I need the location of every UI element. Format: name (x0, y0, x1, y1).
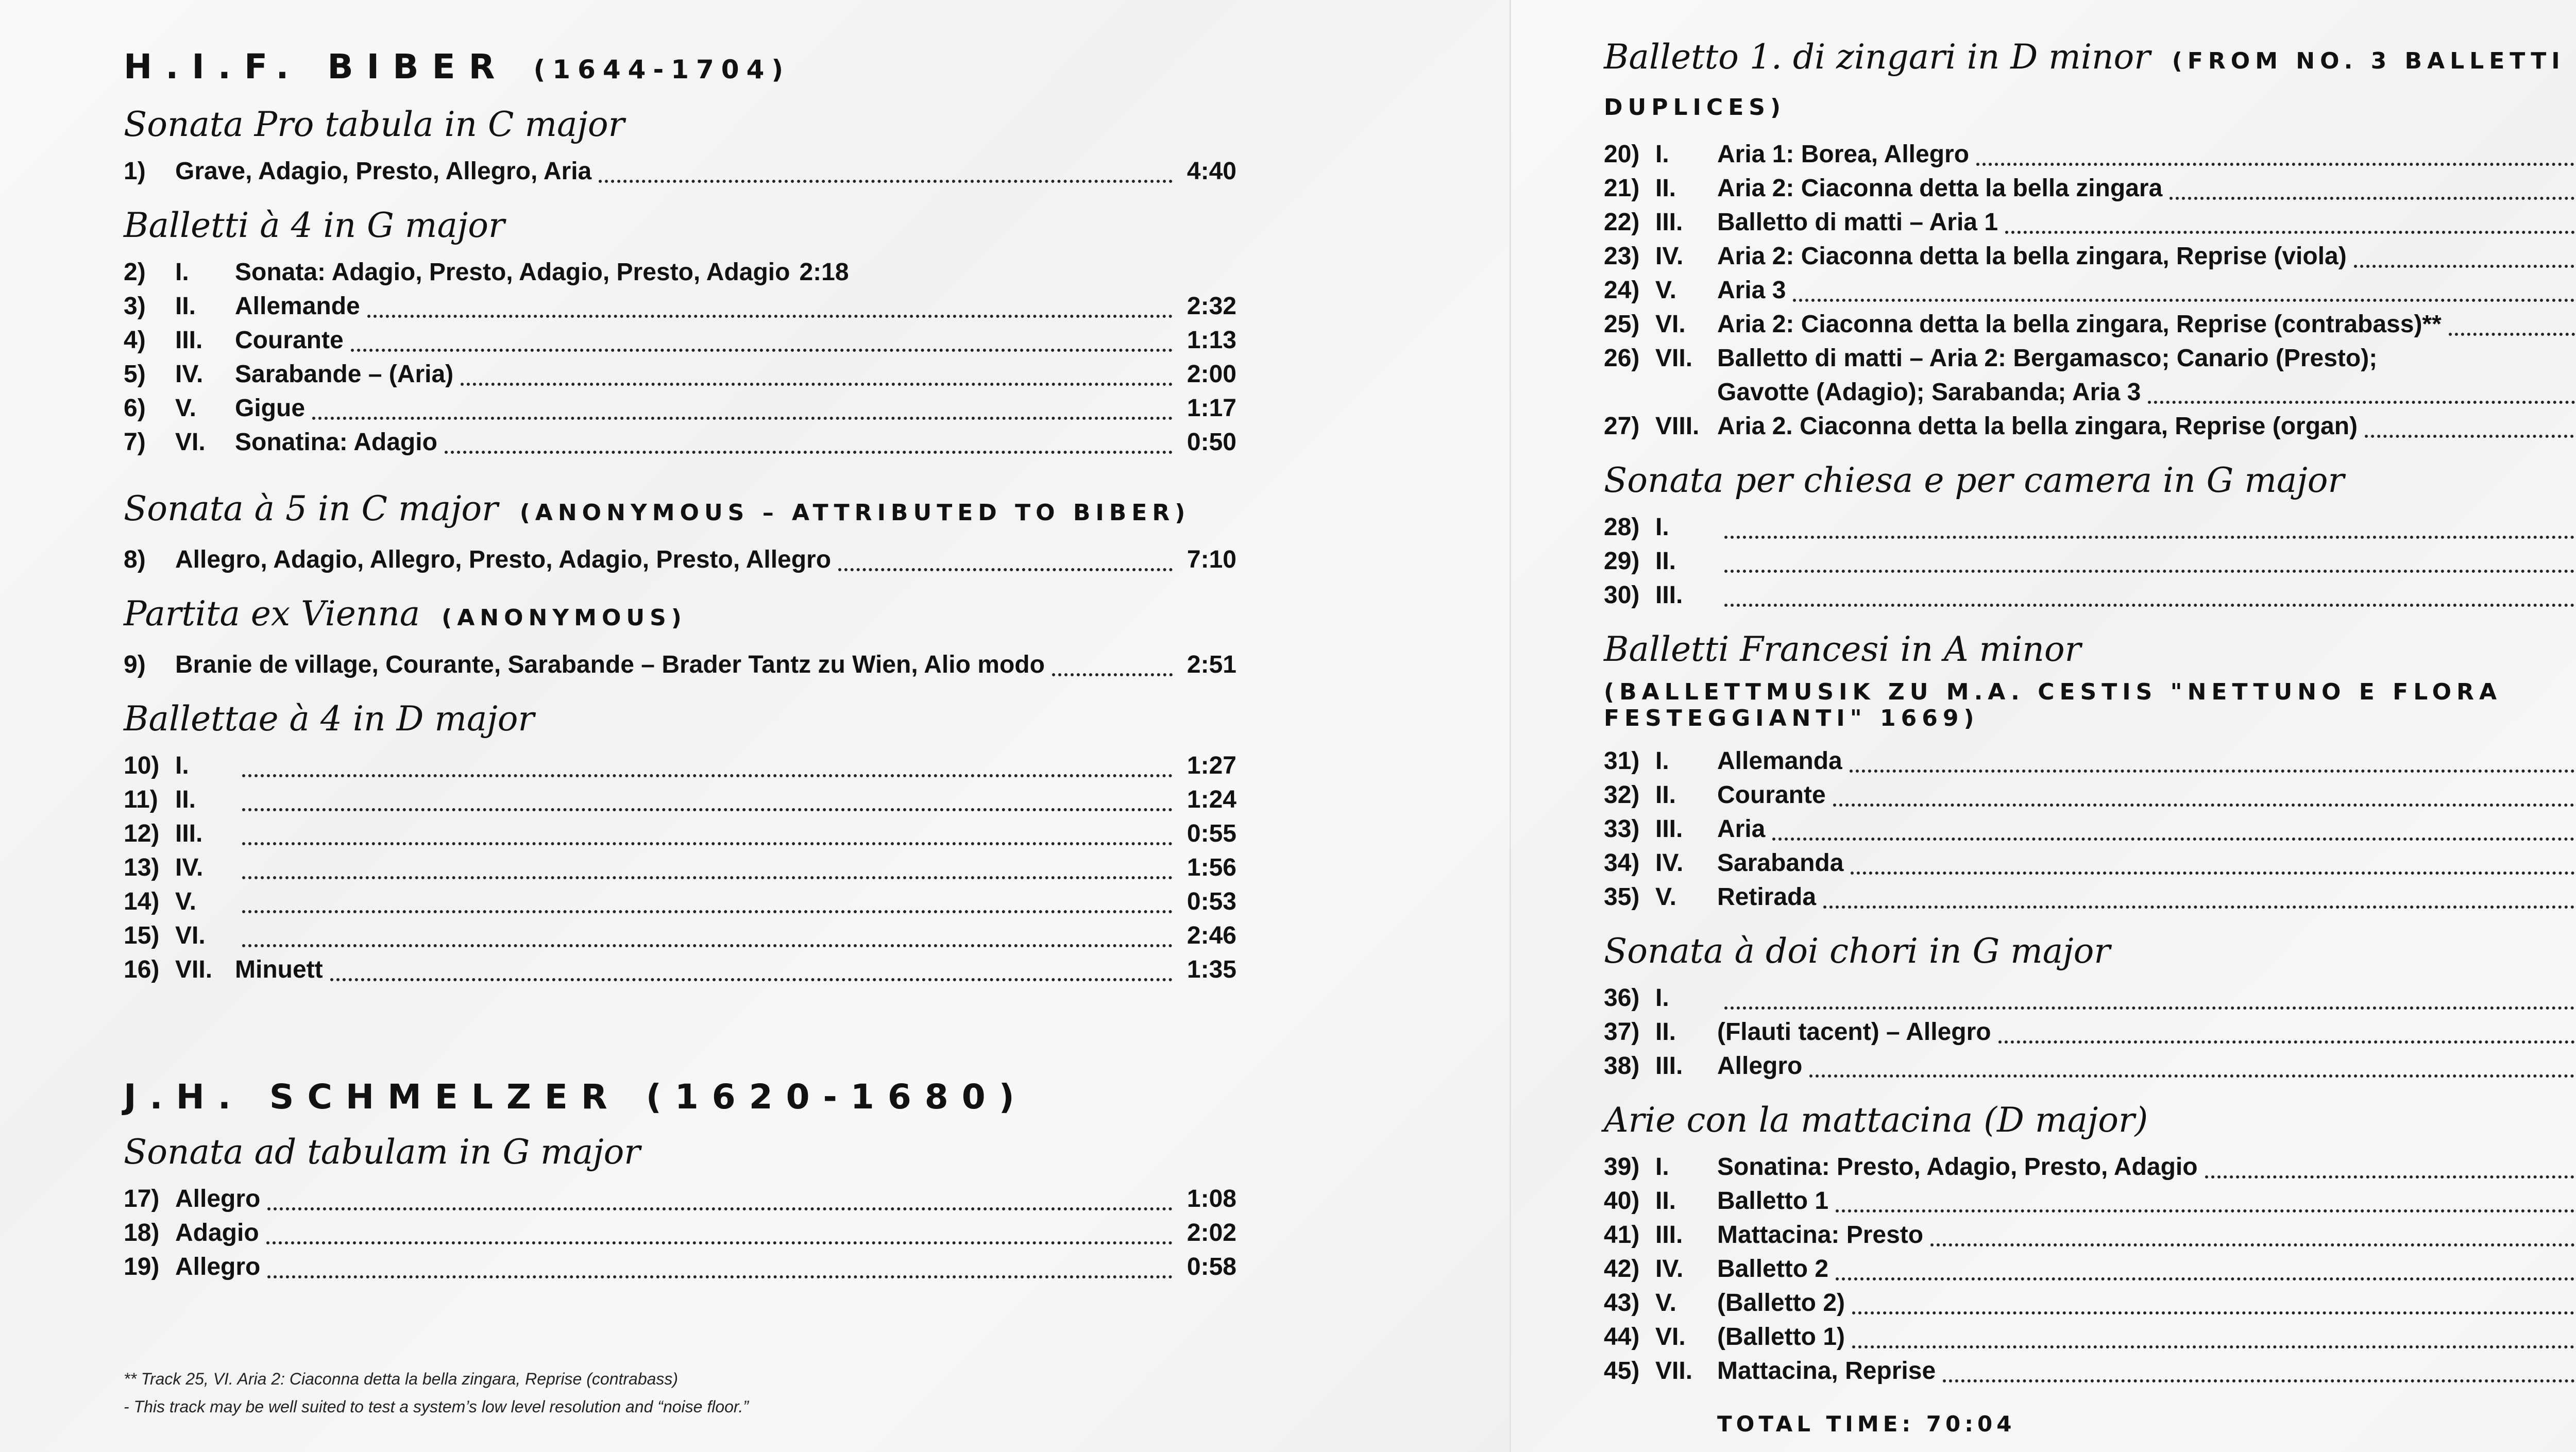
track-title: Allemande (235, 293, 360, 320)
track-list (124, 751, 1236, 989)
work-title-text: Balletto 1. di zingari in D minor (1604, 37, 2150, 77)
track-number: 23) (1604, 243, 1640, 270)
track-row (1604, 310, 2576, 344)
track-number: 15) (124, 922, 160, 949)
track-number: 28) (1604, 514, 1640, 541)
track-row (1604, 1323, 2576, 1357)
movement-number: VI. (1655, 311, 1686, 338)
dot-leader (242, 842, 1173, 845)
track-list (124, 545, 1236, 579)
dot-leader (2449, 333, 2576, 336)
track-list (1604, 747, 2576, 917)
track-row (1604, 412, 2576, 446)
track-number: 9) (124, 651, 146, 678)
track-number: 2) (124, 259, 146, 286)
track-row (124, 1219, 1236, 1253)
track-row (124, 428, 1236, 462)
dot-leader (1851, 872, 2576, 875)
dot-leader (1852, 1345, 2576, 1348)
track-number: 19) (124, 1253, 160, 1280)
track-title: Gigue (235, 395, 306, 422)
work-title (1604, 36, 2576, 129)
movement-number: V. (175, 395, 196, 422)
track-title: Branie de village, Courante, Sarabande – Brader Tantz zu Wien, Alio modo (175, 651, 1045, 678)
track-row (124, 955, 1236, 989)
biber-section (124, 46, 1236, 989)
track-row (1604, 378, 2576, 412)
track-duration: 1:56 (1187, 854, 1236, 881)
track-number: 10) (124, 752, 160, 779)
track-number: 32) (1604, 781, 1640, 809)
track-list (124, 157, 1236, 191)
schmelzer-section (124, 1077, 1236, 1287)
track-title: Aria 3 (1717, 277, 1786, 304)
track-number: 16) (124, 956, 160, 983)
track-title: Mattacina, Reprise (1717, 1357, 1936, 1385)
track-row (124, 785, 1236, 819)
work-title-text: Sonata à 5 in C major (124, 489, 498, 528)
movement-number: VI. (175, 922, 206, 949)
dot-leader (2005, 231, 2576, 234)
track-number: 35) (1604, 883, 1640, 911)
movement-number: III. (175, 820, 203, 847)
movement-number: I. (1655, 1153, 1669, 1181)
track-row (1604, 747, 2576, 781)
track-number: 6) (124, 395, 146, 422)
dot-leader (461, 383, 1173, 386)
total-time: TOTAL TIME: 70:04 (1717, 1411, 2016, 1437)
track-title: Courante (1717, 781, 1826, 809)
track-duration: 2:51 (1187, 651, 1236, 678)
track-title: Sonatina: Presto, Adagio, Presto, Adagio (1717, 1153, 2198, 1181)
dot-leader (367, 315, 1173, 318)
track-duration: 1:27 (1187, 752, 1236, 779)
track-row (124, 326, 1236, 360)
work-title (124, 593, 1236, 639)
dot-leader (1724, 536, 2576, 539)
track-title: Aria 2. Ciaconna detta la bella zingara, Reprise (organ) (1717, 413, 2358, 440)
movement-number: IV. (1655, 243, 1684, 270)
dot-leader (312, 417, 1173, 420)
track-duration: 7:10 (1187, 546, 1236, 573)
dot-leader (242, 944, 1173, 947)
footnote (124, 1365, 749, 1421)
track-row (124, 360, 1236, 394)
track-number: 21) (1604, 175, 1640, 202)
track-row (1604, 1289, 2576, 1323)
work-note: (BALLETTMUSIK ZU M.A. CESTIS "NETTUNO E FLORA FESTEGGIANTI" 1669) (1604, 679, 2502, 731)
track-row (1604, 781, 2576, 815)
track-title: Sarabanda (1717, 849, 1844, 877)
track-number: 30) (1604, 582, 1640, 609)
track-duration: 2:32 (1187, 293, 1236, 320)
track-title: Adagio (175, 1219, 259, 1246)
track-number: 44) (1604, 1323, 1640, 1351)
movement-number: IV. (175, 854, 204, 881)
composer-heading-schmelzer (124, 1077, 1236, 1118)
track-number: 29) (1604, 548, 1640, 575)
track-title: Balletto di matti – Aria 1 (1717, 209, 1998, 236)
dot-leader (1850, 770, 2576, 773)
track-number: 12) (124, 820, 160, 847)
track-duration: 0:55 (1187, 820, 1236, 847)
track-title: Sarabande – (Aria) (235, 361, 454, 388)
dot-leader (1998, 1040, 2576, 1044)
track-row (1604, 276, 2576, 310)
track-number: 37) (1604, 1018, 1640, 1046)
track-duration: 1:35 (1187, 956, 1236, 983)
track-title: Balletto 2 (1717, 1255, 1829, 1283)
movement-number: II. (175, 293, 196, 320)
track-title: Aria 2: Ciaconna detta la bella zingara, Reprise (contrabass)** (1717, 311, 2442, 338)
movement-number: II. (1655, 1018, 1676, 1046)
track-row (124, 751, 1236, 785)
dot-leader (267, 1207, 1173, 1210)
dot-leader (266, 1241, 1173, 1244)
track-title: Gavotte (Adagio); Sarabanda; Aria 3 (1717, 379, 2141, 406)
track-number: 17) (124, 1185, 160, 1212)
movement-number: VI. (1655, 1323, 1686, 1351)
work-title: Balletti à 4 in G major (124, 206, 505, 245)
dot-leader (242, 808, 1173, 811)
track-row (1604, 1052, 2576, 1086)
track-number: 18) (124, 1219, 160, 1246)
track-title: Allegro (1717, 1052, 1803, 1080)
track-title: Allegro (175, 1253, 261, 1280)
movement-number: III. (175, 327, 203, 354)
track-row (1604, 140, 2576, 174)
track-duration: 2:18 (799, 259, 849, 286)
track-duration: 1:08 (1187, 1185, 1236, 1212)
track-number: 45) (1604, 1357, 1640, 1385)
track-number: 42) (1604, 1255, 1640, 1283)
track-duration: 0:53 (1187, 888, 1236, 915)
schmelzer-continued-section (1604, 36, 2576, 1437)
track-row (124, 819, 1236, 853)
composer-name: J.H. SCHMELZER (124, 1077, 621, 1117)
movement-number: I. (175, 259, 189, 286)
track-title: (Flauti tacent) – Allegro (1717, 1018, 1991, 1046)
track-number: 11) (124, 786, 158, 813)
movement-number: III. (1655, 815, 1683, 843)
track-title: Balletto 1 (1717, 1187, 1829, 1215)
work-title: Sonata per chiesa e per camera in G major (1604, 460, 2345, 500)
track-row (1604, 883, 2576, 917)
track-duration: 0:58 (1187, 1253, 1236, 1280)
track-row (1604, 242, 2576, 276)
track-title: Allemanda (1717, 747, 1842, 775)
track-row (1604, 581, 2576, 615)
track-title: (Balletto 2) (1717, 1289, 1845, 1317)
track-row (1604, 174, 2576, 208)
composer-dates: (1644-1704) (533, 55, 791, 84)
movement-number: IV. (1655, 1255, 1684, 1283)
track-duration: 1:17 (1187, 395, 1236, 422)
movement-number: IV. (175, 361, 204, 388)
track-number: 40) (1604, 1187, 1640, 1215)
work-title: Sonata à doi chori in G major (1604, 931, 2110, 971)
dot-leader (242, 910, 1173, 913)
dot-leader (2170, 197, 2576, 200)
dot-leader (351, 349, 1173, 352)
track-row (1604, 1153, 2576, 1187)
dot-leader (1943, 1379, 2576, 1382)
track-row (1604, 984, 2576, 1018)
movement-number: VII. (1655, 345, 1693, 372)
track-title: Allegro, Adagio, Allegro, Presto, Adagio, Presto, Allegro (175, 546, 832, 573)
dot-leader (838, 568, 1173, 571)
footnote-line: ** Track 25, VI. Aria 2: Ciaconna detta la bella zingara, Reprise (contrabass) (124, 1370, 679, 1388)
movement-number: I. (1655, 514, 1669, 541)
dot-leader (1724, 1006, 2576, 1010)
dot-leader (445, 451, 1173, 454)
dot-leader (2205, 1175, 2576, 1178)
track-row (124, 921, 1236, 955)
track-row (124, 157, 1236, 191)
dot-leader (1852, 1311, 2576, 1314)
movement-number: II. (1655, 548, 1676, 575)
movement-number: III. (1655, 1221, 1683, 1249)
dot-leader (267, 1275, 1173, 1278)
track-number: 39) (1604, 1153, 1640, 1181)
dot-leader (242, 774, 1173, 777)
dot-leader (2365, 435, 2576, 438)
track-list (124, 258, 1236, 462)
track-title: Minuett (235, 956, 323, 983)
track-title: Retirada (1717, 883, 1817, 911)
dot-leader (1052, 673, 1173, 676)
track-number: 7) (124, 429, 146, 456)
dot-leader (1930, 1243, 2576, 1246)
track-row (1604, 849, 2576, 883)
dot-leader (599, 180, 1173, 183)
work-title: Arie con la mattacina (D major) (1604, 1100, 2148, 1140)
dot-leader (1836, 1209, 2576, 1212)
track-number: 27) (1604, 413, 1640, 440)
dot-leader (1724, 570, 2576, 573)
track-title: Sonatina: Adagio (235, 429, 437, 456)
track-duration: 0:50 (1187, 429, 1236, 456)
track-number: 36) (1604, 984, 1640, 1012)
work-title: Sonata Pro tabula in C major (124, 105, 625, 144)
track-number: 4) (124, 327, 146, 354)
composer-name: H.I.F. BIBER (124, 47, 509, 87)
track-title: Aria 2: Ciaconna detta la bella zingara (1717, 175, 2163, 202)
dot-leader (242, 876, 1173, 879)
footnote-line: - This track may be well suited to test a system’s low level resolution and “noise floor.” (124, 1397, 749, 1416)
track-list (1604, 984, 2576, 1086)
dot-leader (1833, 804, 2576, 807)
track-number: 24) (1604, 277, 1640, 304)
dot-leader (1976, 163, 2576, 166)
movement-number: I. (1655, 747, 1669, 775)
track-row (124, 1253, 1236, 1287)
track-number: 14) (124, 888, 160, 915)
track-title: Sonata: Adagio, Presto, Adagio, Presto, Adagio (235, 259, 790, 286)
right-page (1510, 0, 2576, 1452)
movement-number: II. (175, 786, 196, 813)
track-title: Allegro (175, 1185, 261, 1212)
track-title: Aria 1: Borea, Allegro (1717, 141, 1970, 168)
track-number: 41) (1604, 1221, 1640, 1249)
track-row (124, 394, 1236, 428)
composer-heading-biber (124, 46, 1236, 90)
composer-dates: (1620-1680) (646, 1077, 1028, 1117)
track-number: 25) (1604, 311, 1640, 338)
movement-number: VI. (175, 429, 206, 456)
track-number: 43) (1604, 1289, 1640, 1317)
track-title: Balletto di matti – Aria 2: Bergamasco; Canario (Presto); (1717, 345, 2378, 372)
movement-number: II. (1655, 1187, 1676, 1215)
work-note: (ANONYMOUS) (442, 605, 687, 631)
movement-number: I. (175, 752, 189, 779)
track-row (1604, 1221, 2576, 1255)
track-number: 31) (1604, 747, 1640, 775)
track-row (1604, 1357, 2576, 1391)
track-title: Mattacina: Presto (1717, 1221, 1924, 1249)
track-duration: 1:13 (1187, 327, 1236, 354)
track-row (1604, 1255, 2576, 1289)
dot-leader (1823, 906, 2576, 909)
track-row (1604, 1187, 2576, 1221)
track-row (1604, 208, 2576, 242)
track-number: 33) (1604, 815, 1640, 843)
dot-leader (1772, 838, 2576, 841)
track-row (124, 545, 1236, 579)
track-title: Aria (1717, 815, 1766, 843)
track-row (124, 1185, 1236, 1219)
dot-leader (330, 978, 1173, 981)
track-title: Aria 2: Ciaconna detta la bella zingara, Reprise (viola) (1717, 243, 2347, 270)
movement-number: III. (1655, 1052, 1683, 1080)
track-number: 13) (124, 854, 160, 881)
track-number: 20) (1604, 141, 1640, 168)
track-row (1604, 1018, 2576, 1052)
work-note: (FROM NO. 3 BALLETTI DUPLICES) (1604, 48, 2565, 121)
track-number: 5) (124, 361, 146, 388)
work-note: (ANONYMOUS – ATTRIBUTED TO BIBER) (519, 500, 1191, 526)
track-number: 1) (124, 158, 146, 185)
track-duration: 2:02 (1187, 1219, 1236, 1246)
track-duration: 1:24 (1187, 786, 1236, 813)
movement-number: VII. (1655, 1357, 1693, 1385)
movement-number: V. (1655, 1289, 1676, 1317)
dot-leader (1724, 604, 2576, 607)
track-list (124, 1185, 1236, 1287)
track-row (1604, 513, 2576, 547)
track-row (124, 651, 1236, 685)
track-duration: 2:00 (1187, 361, 1236, 388)
work-title: Balletti Francesi in A minor (1604, 629, 2081, 669)
track-duration: 2:46 (1187, 922, 1236, 949)
track-list (124, 651, 1236, 685)
track-number: 38) (1604, 1052, 1640, 1080)
work-title (124, 488, 1236, 534)
dot-leader (2354, 265, 2576, 268)
dot-leader (2148, 401, 2576, 404)
dot-leader (1809, 1074, 2576, 1078)
movement-number: II. (1655, 781, 1676, 809)
work-title: Sonata ad tabulam in G major (124, 1132, 640, 1172)
track-row (1604, 547, 2576, 581)
work-title-text: Partita ex Vienna (124, 594, 420, 634)
movement-number: III. (1655, 209, 1683, 236)
track-row (124, 887, 1236, 921)
track-number: 3) (124, 293, 146, 320)
movement-number: IV. (1655, 849, 1684, 877)
track-title: (Balletto 1) (1717, 1323, 1845, 1351)
track-row (1604, 344, 2576, 378)
track-title: Courante (235, 327, 344, 354)
movement-number: V. (1655, 883, 1676, 911)
track-row (124, 292, 1236, 326)
movement-number: V. (1655, 277, 1676, 304)
track-row (124, 853, 1236, 887)
movement-number: V. (175, 888, 196, 915)
track-list (1604, 513, 2576, 615)
work-title: Ballettae à 4 in D major (124, 699, 535, 739)
dot-leader (1836, 1277, 2576, 1280)
dot-leader (1793, 299, 2576, 302)
movement-number: III. (1655, 582, 1683, 609)
track-title: Grave, Adagio, Presto, Allegro, Aria (175, 158, 592, 185)
track-number: 26) (1604, 345, 1640, 372)
movement-number: II. (1655, 175, 1676, 202)
track-row (1604, 815, 2576, 849)
track-list (1604, 1153, 2576, 1391)
track-list (1604, 140, 2576, 446)
track-number: 8) (124, 546, 146, 573)
movement-number: VII. (175, 956, 213, 983)
track-number: 22) (1604, 209, 1640, 236)
track-number: 34) (1604, 849, 1640, 877)
track-row (124, 258, 1236, 292)
movement-number: I. (1655, 984, 1669, 1012)
movement-number: I. (1655, 141, 1669, 168)
movement-number: VIII. (1655, 413, 1700, 440)
track-duration: 4:40 (1187, 158, 1236, 185)
